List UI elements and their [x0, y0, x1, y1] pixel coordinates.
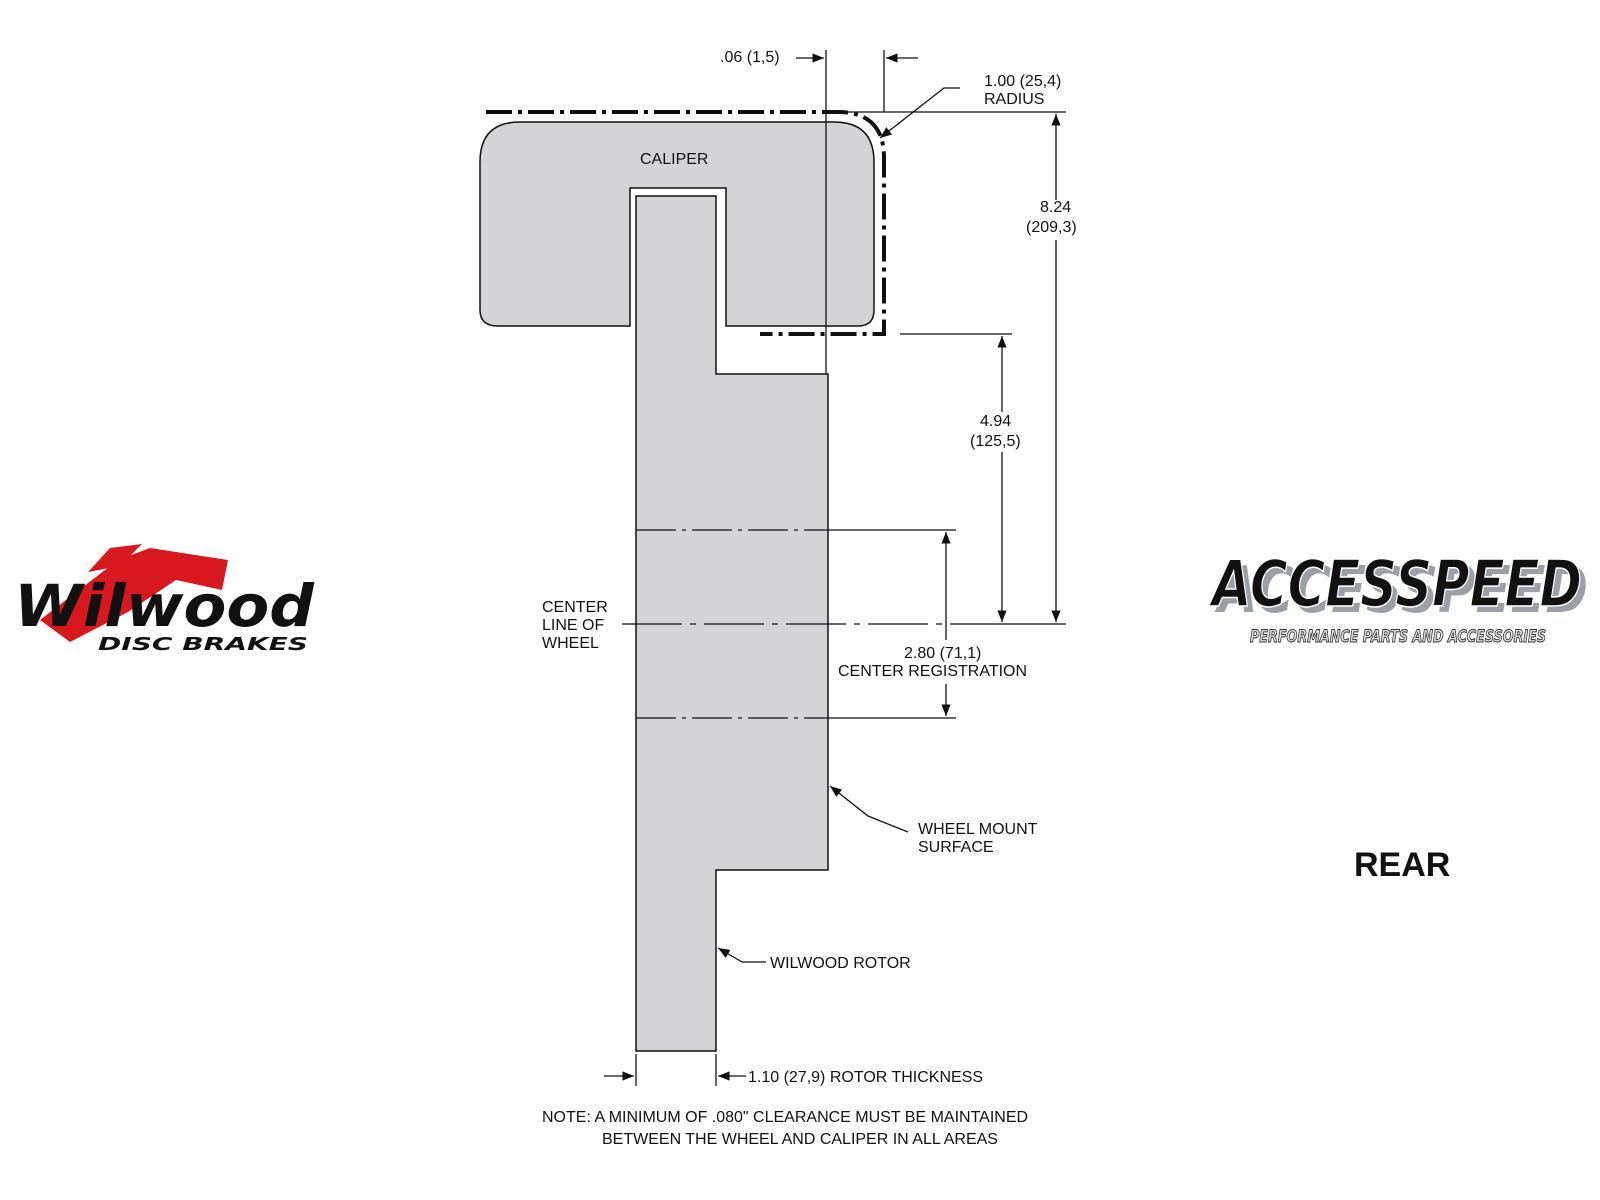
wilwood-logo [14, 544, 315, 655]
centerline-label-3: WHEEL [542, 635, 599, 652]
center-reg-label-1: 2.80 (71,1) [904, 645, 982, 662]
centerline-label-1: CENTER [542, 599, 608, 616]
radius-leader [880, 88, 960, 138]
gap-dim-label: .06 (1,5) [720, 49, 780, 66]
accesspeed-logo [1208, 548, 1588, 647]
wheel-mount-leader [830, 786, 908, 832]
dim-824-label-1: 8.24 [1040, 199, 1072, 216]
accesspeed-wordmark-shadow: ACCESSPEED [1214, 554, 1588, 628]
wheel-mount-label-2: SURFACE [918, 839, 994, 856]
rotor-label: WILWOOD ROTOR [770, 955, 911, 972]
dim-824-label-2: (209,3) [1026, 219, 1077, 236]
wheel-mount-label-1: WHEEL MOUNT [918, 821, 1038, 838]
accesspeed-wordmark: ACCESSPEED [1208, 548, 1582, 622]
radius-dim-label-1: 1.00 (25,4) [984, 73, 1062, 90]
caliper-label: CALIPER [640, 151, 709, 168]
accesspeed-tagline: PERFORMANCE PARTS AND ACCESSORIES [1250, 627, 1546, 647]
center-reg-label-2: CENTER REGISTRATION [838, 663, 1028, 680]
wilwood-tagline: DISC BRAKES [98, 634, 308, 655]
centerline-label-2: LINE OF [542, 617, 605, 634]
note-line-2: BETWEEN THE WHEEL AND CALIPER IN ALL AREAS [602, 1131, 998, 1148]
dim-494-label-1: 4.94 [980, 413, 1012, 430]
wilwood-wordmark: Wilwood [14, 572, 315, 640]
rotor-leader [718, 948, 766, 962]
radius-dim-label-2: RADIUS [984, 91, 1045, 108]
thickness-label: 1.10 (27,9) ROTOR THICKNESS [748, 1069, 984, 1086]
note-line-1: NOTE: A MINIMUM OF .080" CLEARANCE MUST BE MAINTAINED [542, 1109, 1029, 1126]
position-label: REAR [1354, 846, 1451, 884]
dim-494-label-2: (125,5) [970, 433, 1021, 450]
